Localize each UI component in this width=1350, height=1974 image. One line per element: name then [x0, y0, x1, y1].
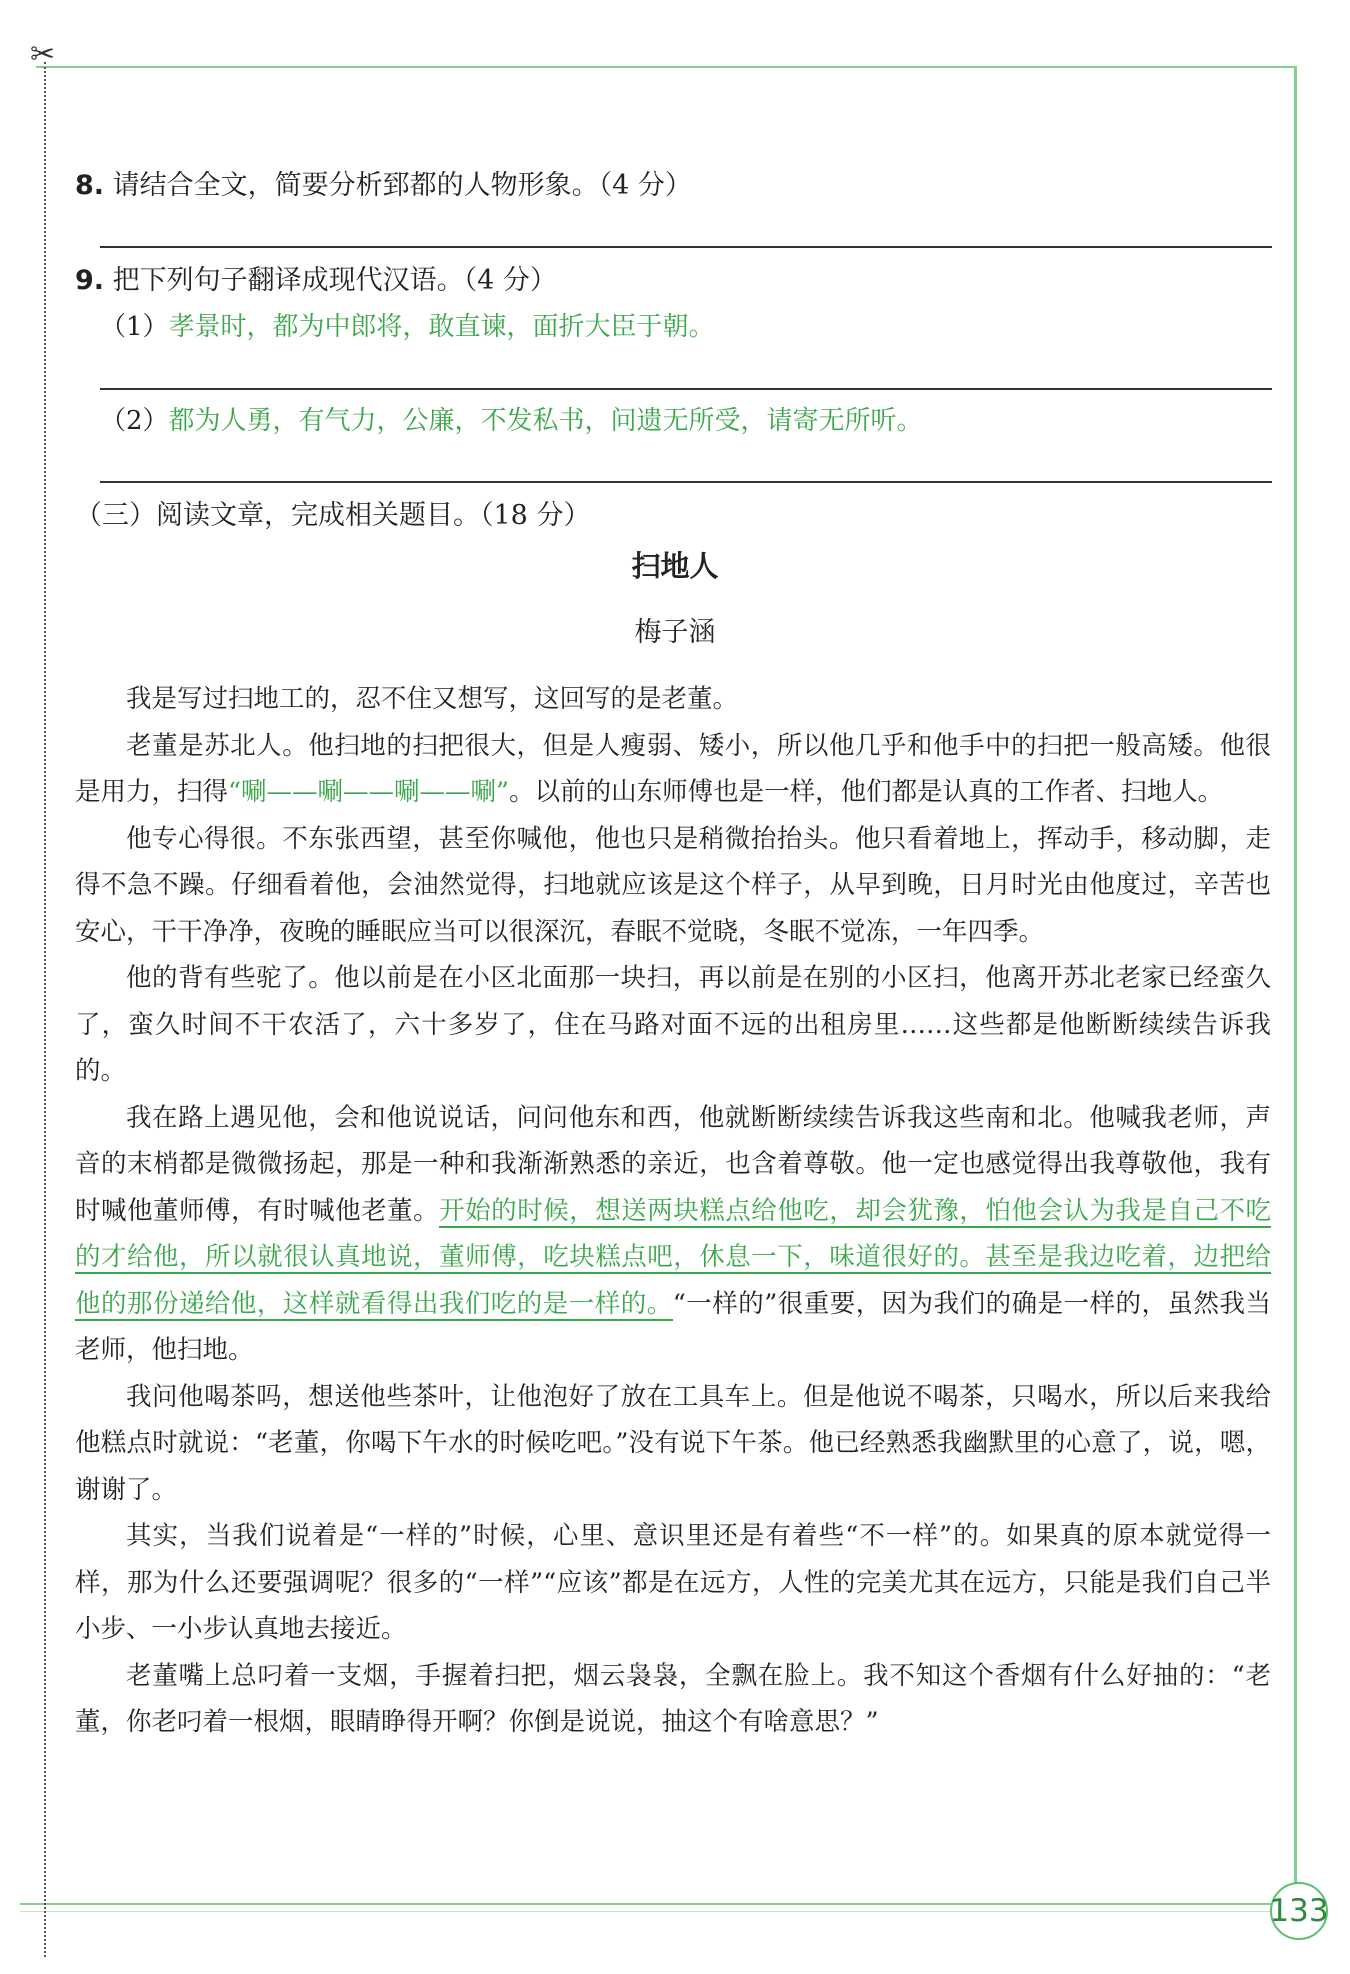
- classical-sentence: 孝景时，都为中郎将，敢直谏，面折大臣于朝。: [168, 312, 715, 342]
- page-number: 133: [1270, 1882, 1328, 1940]
- answer-line[interactable]: [100, 388, 1272, 390]
- question-9-1: [100, 309, 715, 345]
- sub-label: （2）: [100, 406, 169, 436]
- paragraph: 我问他喝茶吗，想送他些茶叶，让他泡好了放在工具车上。但是他说不喝茶，只喝水，所以后来我给他糕点时就说：“老董，你喝下午水的时候吃吧。”没有说下午茶。他已经熟悉我幽默里的心意了，说，嗯，谢谢了。: [75, 1381, 1271, 1505]
- section-3-heading: （三）阅读文章，完成相关题目。（18 分）: [75, 500, 591, 531]
- question-9: [75, 263, 557, 299]
- article-body: [75, 676, 1271, 1746]
- sub-label: （1）: [100, 312, 169, 342]
- paragraph: 他的背有些驼了。他以前是在小区北面那一块扫，再以前是在别的小区扫，他离开苏北老家已经蛮久了，蛮久时间不干农活了，六十多岁了，住在马路对面不远的出租房里……这些都是他断断续续告诉我的。: [75, 963, 1271, 1086]
- underlined-passage: 开始的时候，想送两块糕点给他吃，却会犹豫，怕他会认为我是自己不吃的才给他，所以就很认真地说，董师傅，吃块糕点吧，休息一下，味道很好的。甚至是我边吃着，边把给他的那份递给他，这样就看得出我们吃的是一样的。: [75, 1195, 1271, 1319]
- classical-sentence: 都为人勇，有气力，公廉，不发私书，问遗无所受，请寄无所听。: [168, 406, 923, 436]
- paragraph: 他专心得很。不东张西望，甚至你喊他，他也只是稍微抬抬头。他只看着地上，挥动手，移动脚，走得不急不躁。仔细看着他，会油然觉得，扫地就应该是这个样子，从早到晚，日月时光由他度过，辛苦也安心，干干净净，夜晚的睡眠应当可以很深沉，春眠不觉晓，冬眠不觉冻，一年四季。: [75, 823, 1271, 947]
- question-number: 9.: [75, 265, 105, 296]
- question-number: 8.: [75, 170, 105, 201]
- cut-line: [44, 62, 46, 1957]
- paragraph: 我是写过扫地工的，忍不住又想写，这回写的是老董。: [126, 684, 739, 714]
- page-border-bottom-inner: [20, 1911, 1270, 1912]
- answer-line[interactable]: [100, 246, 1272, 248]
- paragraph: 老董嘴上总叼着一支烟，手握着扫把，烟云袅袅，全飘在脸上。我不知这个香烟有什么好抽的：“老董，你老叼着一根烟，眼睛睁得开啊？你倒是说说，抽这个有啥意思？”: [75, 1660, 1271, 1737]
- article-author: 梅子涵: [634, 617, 716, 648]
- paragraph: 其实，当我们说着是“一样的”时候，心里、意识里还是有着些“不一样”的。如果真的原本就觉得一样，那为什么还要强调呢？很多的“一样”“应该”都是在远方，人性的完美尤其在远方，只能是我们自己半小步、一小步认真地去接近。: [75, 1521, 1271, 1644]
- answer-line[interactable]: [100, 481, 1272, 483]
- page-border-right: [1294, 66, 1297, 1904]
- question-text: 请结合全文，简要分析郅都的人物形象。（4 分）: [104, 170, 692, 201]
- question-9-2: [100, 403, 923, 439]
- paragraph: 我在路上遇见他，会和他说说话，问问他东和西，他就断断续续告诉我这些南和北。他喊我老师，声音的末梢都是微微扬起，那是一种和我渐渐熟悉的亲近，也含着尊敬。他一定也感觉得出我尊敬他，我有时喊他董师傅，有时喊他老董。开始的时候，想送两块糕点给他吃，却会犹豫，怕他会认为我是自己不吃的才给他，所以就很认真地说，董师傅，吃块糕点吧，休息一下，味道很好的。甚至是我边吃着，边把给他的那份递给他，这样就看得出我们吃的是一样的。“一样的”很重要，因为我们的确是一样的，虽然我当老师，他扫地。: [75, 1102, 1271, 1365]
- article-title: 扫地人: [631, 549, 719, 583]
- question-text: 把下列句子翻译成现代汉语。（4 分）: [104, 265, 557, 296]
- page-border-bottom: [20, 1903, 1297, 1905]
- question-8: [75, 168, 692, 204]
- page-border-top: [36, 66, 1294, 68]
- scissors-icon: ✂: [30, 37, 56, 72]
- onomatopoeia: “唰——唰——唰——唰”: [228, 777, 510, 807]
- paragraph: 老董是苏北人。他扫地的扫把很大，但是人瘦弱、矮小，所以他几乎和他手中的扫把一般高矮。他很是用力，扫得“唰——唰——唰——唰”。以前的山东师傅也是一样，他们都是认真的工作者、扫地人。: [75, 730, 1271, 807]
